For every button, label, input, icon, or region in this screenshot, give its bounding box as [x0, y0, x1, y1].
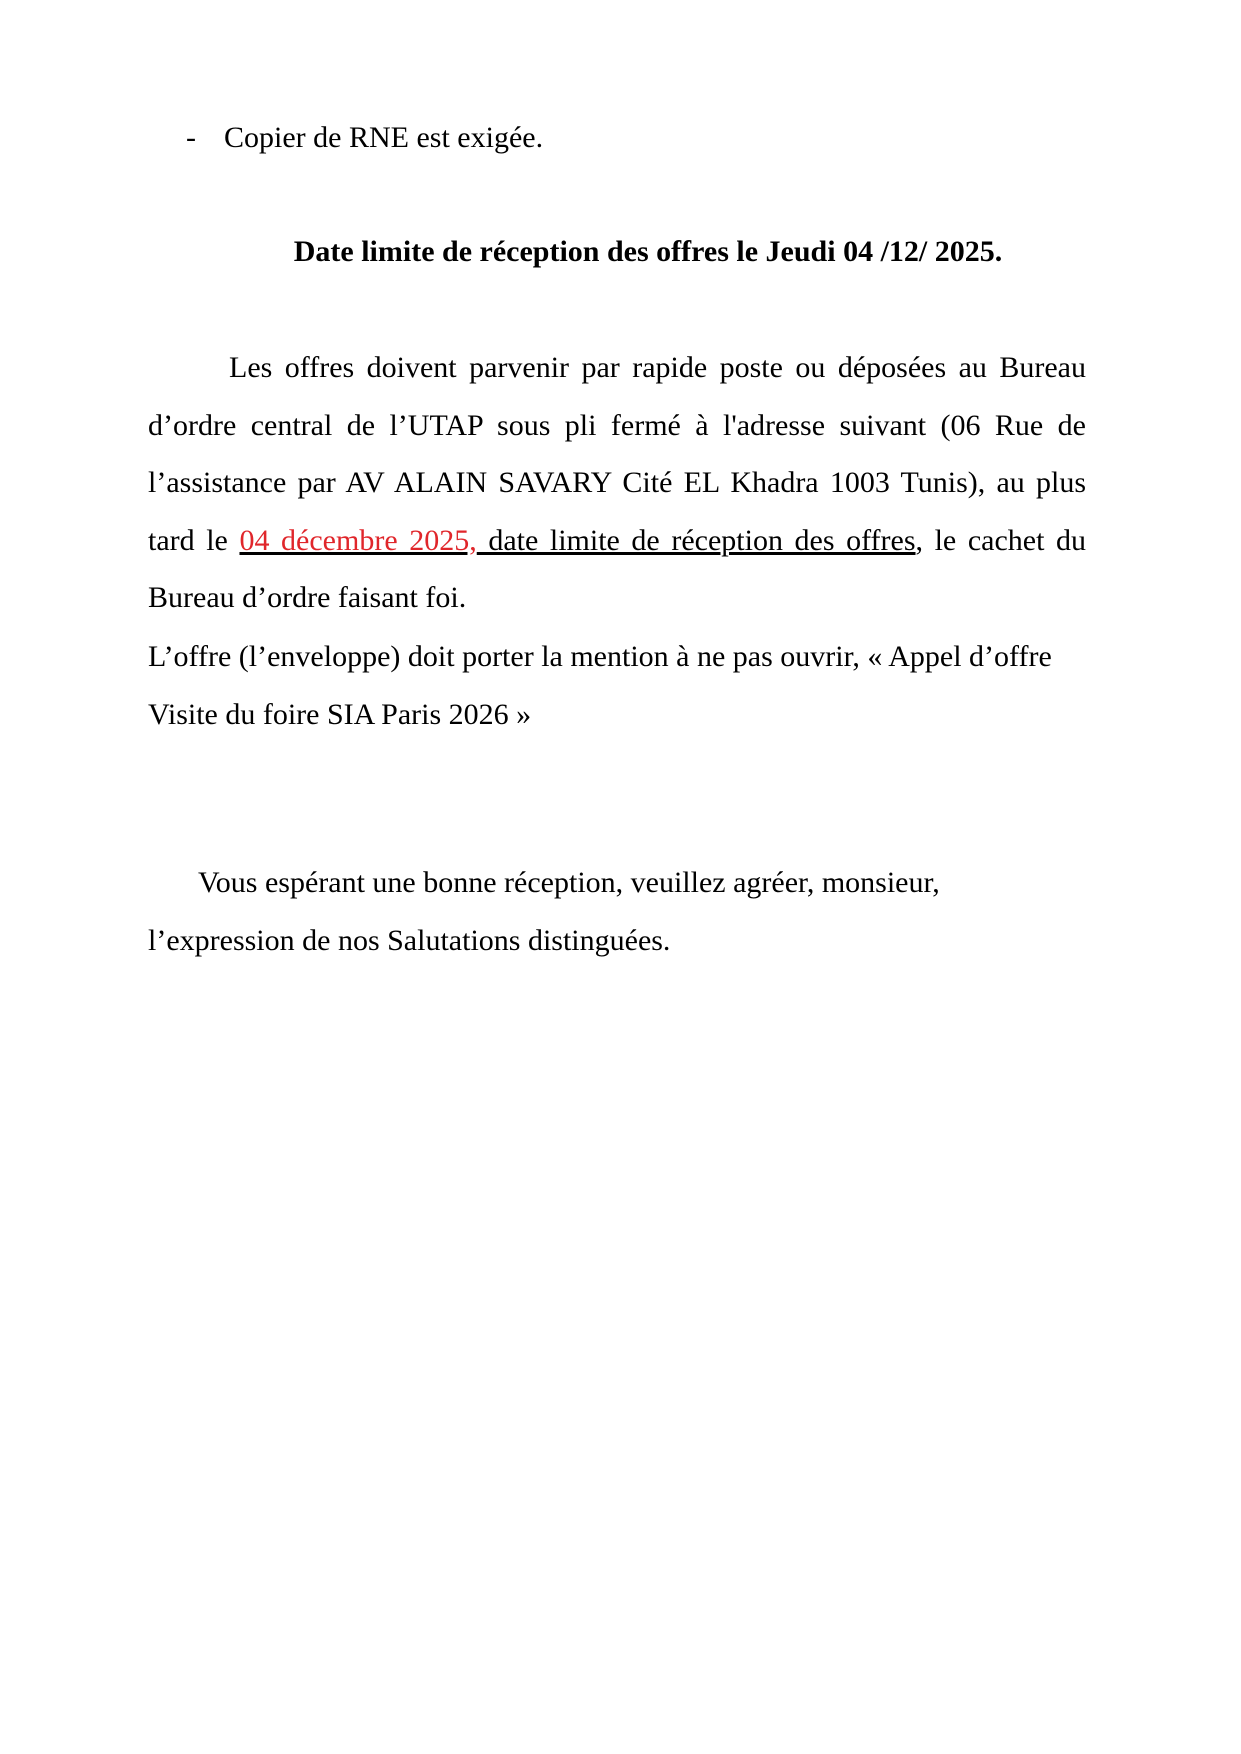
rne-requirement-item: [186, 118, 543, 158]
closing-salutation-paragraph: Vous espérant une bonne réception, veuillez agréer, monsieur, l’expression de nos Salutations distinguées.: [148, 866, 940, 957]
envelope-mention-paragraph: L’offre (l’enveloppe) doit porter la mention à ne pas ouvrir, « Appel d’offre Visite du foire SIA Paris 2026 »: [148, 640, 1052, 731]
rne-requirement-text: Copier de RNE est exigée.: [224, 121, 544, 154]
deadline-date-highlight: 04 décembre 2025,: [239, 523, 477, 557]
bullet-dash: -: [186, 121, 196, 154]
deadline-underlined-text: date limite de réception des offres: [476, 523, 916, 557]
offers-paragraph-ending: , le cachet du Bureau d’ordre faisant foi.: [148, 523, 1087, 614]
offers-submission-paragraph: [148, 339, 1086, 627]
offers-paragraph-text: Les offres doivent parvenir par rapide poste ou déposées au Bureau d’ordre central de l’UTAP sous pli fermé à l'adresse suivant (06 Rue de l’assistance par AV ALAIN SAVARY Cité EL Khadra 1003 Tunis), au plus tard le: [148, 351, 1086, 557]
deadline-heading: Date limite de réception des offres le Jeudi 04 /12/ 2025.: [293, 235, 1003, 268]
